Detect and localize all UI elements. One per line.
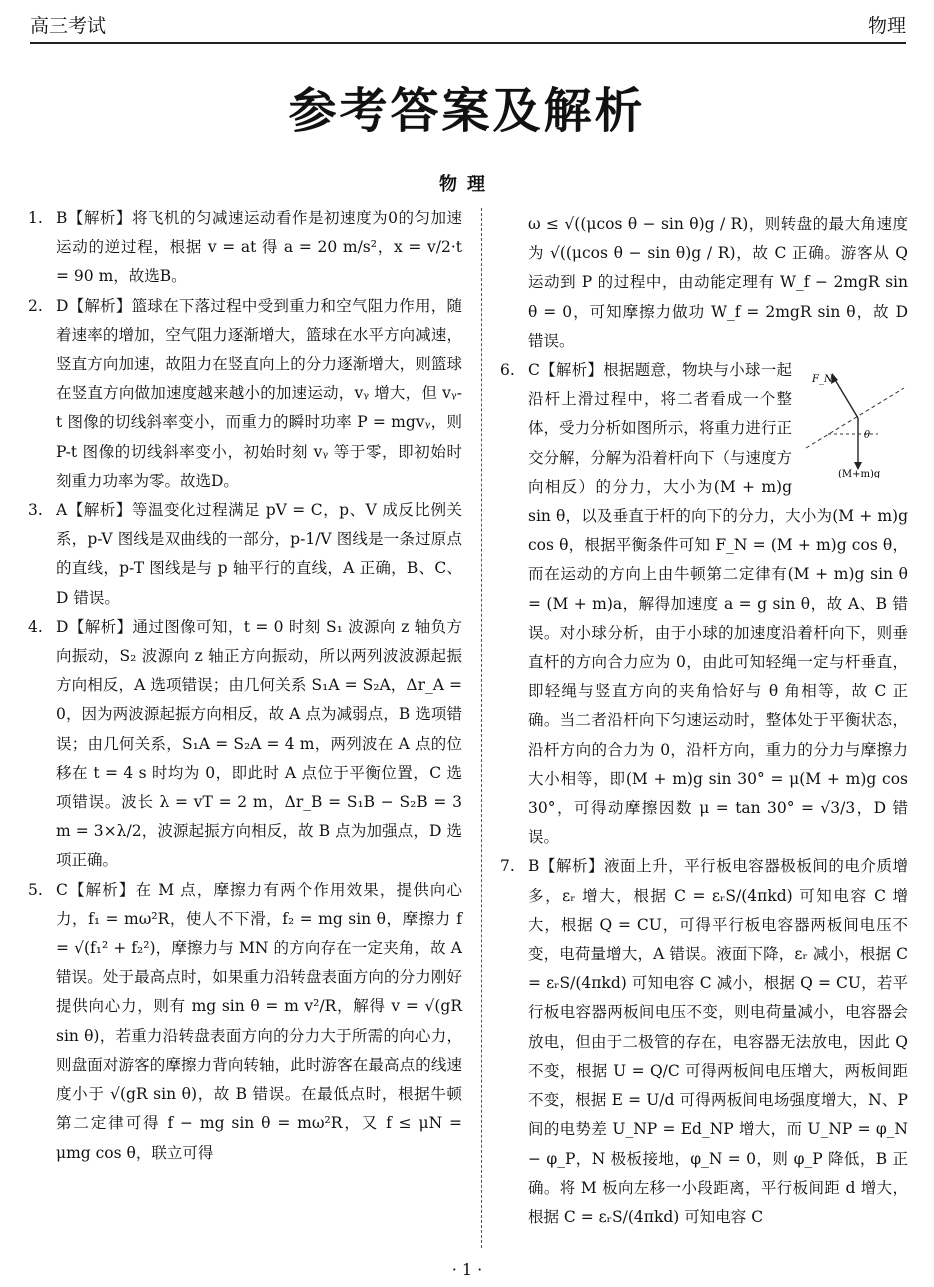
answer-6 [500, 356, 908, 852]
answer-text: B【解析】将飞机的匀减速运动看作是初速度为0的匀加速运动的逆过程，根据 v = at 得 a = 20 m/s²，x = v/2·t = 90 m，故选B。 [56, 209, 462, 286]
answer-5-continued: ω ≤ √((μcos θ − sin θ)g / R)，则转盘的最大角速度为 √((μcos θ − sin θ)g / R)，故 C 正确。游客从 Q 运动到 P 的过程中，由动能定理有 W_f − 2mgR sin θ = 0，可知摩擦力做功 W_f = 2mgR sin θ，故 D 错误。 [528, 215, 908, 350]
answer-number: 6. [500, 361, 515, 380]
answer-5 [28, 876, 462, 1168]
answer-number: 2. [28, 296, 43, 315]
answer-3 [28, 496, 462, 613]
normal-force-arrow [834, 378, 858, 418]
answer-text: D【解析】篮球在下落过程中受到重力和空气阻力作用，随着速率的增加，空气阻力逐渐增大，篮球在水平方向减速，竖直方向加速，故阻力在竖直向上的分力逐渐增大，则篮球在竖直方向做加速度越来越小的加速运动，vᵧ 增大，但 vᵧ-t 图像的切线斜率变小，而重力的瞬时功率 P = mgvᵧ，则 P-t 图像的切线斜率变小，初始时刻 vᵧ 等于零，即初始时刻重力功率为零。故选D。 [56, 296, 462, 490]
section-title: 物理 [439, 174, 495, 195]
answer-text: C【解析】根据题意，物块与小球一起沿杆上滑过程中，将二者看成一个整体，受力分析如图所示，将重力进行正交分解，分解为沿着杆向下（与速度方向相反）的分力，大小为(M + m)g sin θ，以及垂直于杆的向下的分力，大小为(M + m)g cos θ，根据平衡条件可知 F_N = (M + m)g cos θ，而在运动的方向上由牛顿第二定律有(M + m)g sin θ = (M + m)a，解得加速度 a = g sin θ，故 A、B 错误。对小球分析，由于小球的加速度沿着杆向下，则垂直杆的方向合力应为 0，由此可知轻绳一定与杆垂直，即轻绳与竖直方向的夹角恰好与 θ 角相等，故 C 正确。当二者沿杆向下匀速运动时，整体处于平衡状态，沿杆方向的合力为 0，沿杆方向，重力的分力与摩擦力大小相等，即(M + m)g sin 30° = μ(M + m)g cos 30°，可得动摩擦因数 μ = tan 30° = √3/3，D 错误。 [528, 361, 908, 847]
answer-number: 7. [500, 857, 515, 876]
answer-number: 3. [28, 501, 43, 520]
answer-text: A【解析】等温变化过程满足 pV = C，p、V 成反比例关系，p-V 图线是双曲线的一部分，p-1/V 图线是一条过原点的直线，p-T 图线是与 p 轴平行的直线，A 正确，B、C、D 错误。 [56, 501, 462, 607]
answer-number: 4. [28, 617, 43, 636]
answer-text: D【解析】通过图像可知，t = 0 时刻 S₁ 波源向 z 轴负方向振动，S₂ 波源向 z 轴正方向振动，所以两列波波源起振方向相反，A 选项错误；由几何关系 S₁A = S₂A，Δr_A = 0，因为两波源起振方向相反，故 A 点为减弱点，B 选项错误；由几何关系，S₁A = S₂A = 4 m，两列波在 A 点的位移在 t = 4 s 时均为 0，即此时 A 点位于平衡位置，C 选项错误。波长 λ = vT = 2 m，Δr_B = S₁B − S₂B = 3 m = 3×λ/2，波源起振方向相反，故 B 点为加强点，D 选项正确。 [56, 617, 462, 870]
theta-label: θ [864, 430, 871, 442]
rod-line [806, 388, 904, 448]
subject-label: 物理 [867, 15, 906, 37]
page-number: · 1 · [451, 1260, 483, 1279]
answer-number: 1. [28, 209, 43, 227]
force-diagram [798, 358, 908, 478]
left-column [28, 204, 462, 1168]
right-column [500, 210, 908, 1232]
answer-text: C【解析】在 M 点，摩擦力有两个作用效果，提供向心力，f₁ = mω²R，使人不下滑，f₂ = mg sin θ，摩擦力 f = √(f₁² + f₂²)，摩擦力与 MN 的方向存在一定夹角，故 A 错误。处于最高点时，如果重力沿转盘表面方向的分力刚好提供向心力，则有 mg sin θ = m v²/R，解得 v = √(gR sin θ)，若重力沿转盘表面方向的分力大于所需的向心力，则盘面对游客的摩擦力背向转轴，此时游客在最高点的线速度小于 √(gR sin θ)，故 B 错误。在最低点时，根据牛顿第二定律可得 f − mg sin θ = mω²R，又 f ≤ μN = μmg cos θ，联立可得 [56, 880, 462, 1162]
column-divider [481, 208, 482, 1248]
answer-4 [28, 613, 462, 876]
answer-2 [28, 292, 462, 496]
weight-label: (M+m)g [838, 469, 881, 479]
fn-label: F_N [812, 374, 833, 386]
answer-7 [500, 852, 908, 1232]
page-title: 参考答案及解析 [288, 83, 646, 139]
page-header [30, 12, 906, 44]
answer-text: B【解析】液面上升，平行板电容器极板间的电介质增多，εᵣ 增大，根据 C = εᵣS/(4πkd) 可知电容 C 增大，根据 Q = CU，可得平行板电容器两板间电压不变，电荷量增大，A 错误。液面下降，εᵣ 减小，根据 C = εᵣS/(4πkd) 可知电容 C 减小，根据 Q = CU，若平行板电容器两板间电压不变，则电荷量减小，电容器会放电，但由于二极管的存在，电容器无法放电，因此 Q 不变，根据 U = Q/C 可得两板间电压增大，两板间距不变，根据 E = U/d 可得两板间电场强度增大，N、P 间的电势差 U_NP = Ed_NP 增大，而 U_NP = φ_N − φ_P，N 极板接地，φ_N = 0，则 φ_P 降低，B 正确。将 M 板向左移一小段距离，平行板间距 d 增大，根据 C = εᵣS/(4πkd) 可知电容 C [528, 857, 908, 1226]
exam-label: 高三考试 [30, 15, 107, 37]
answer-1 [28, 204, 462, 292]
answer-number: 5. [28, 880, 43, 899]
